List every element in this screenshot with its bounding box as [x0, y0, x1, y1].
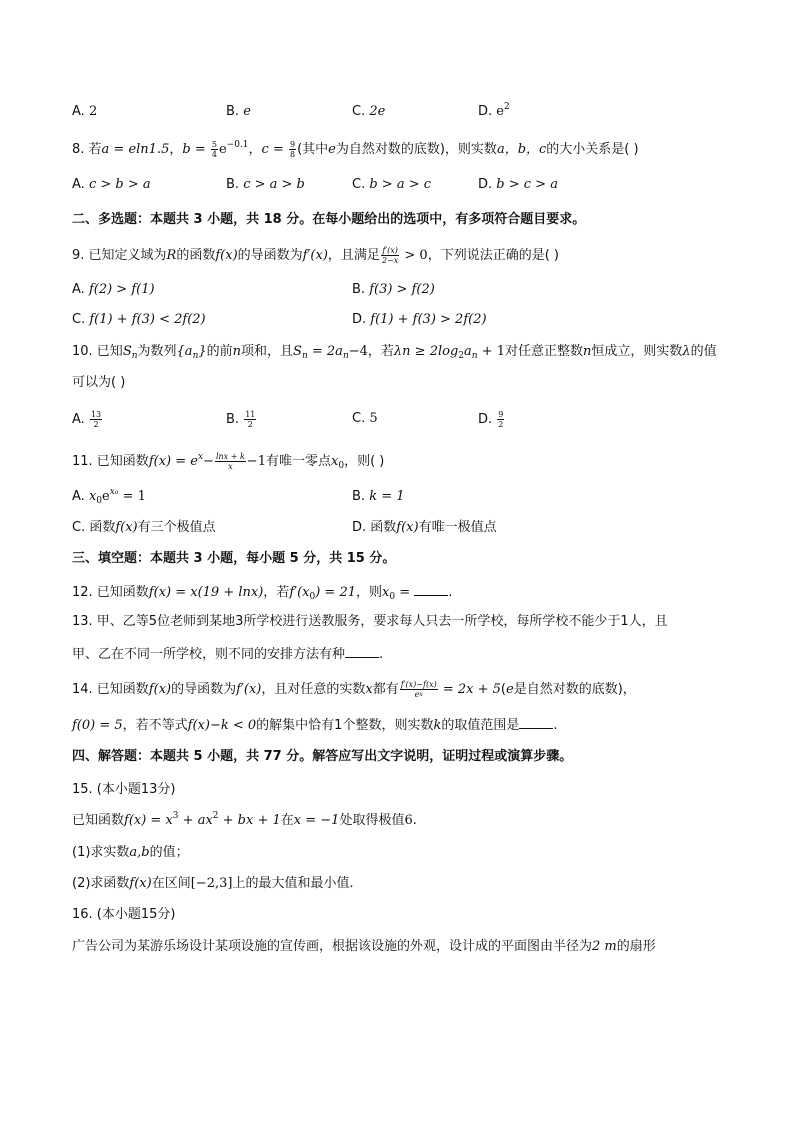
q11-option-a[interactable]: A. $x_0e^{x_0} = 1$ — [72, 487, 146, 506]
section-heading-multi-choice: 二、多选题：本题共 3 小题，共 18 分。在每小题给出的选项中，有多项符合题目要求。 — [72, 212, 586, 227]
q8-c-fraction: $\frac{9}{8}$ — [289, 140, 296, 159]
q8-option-a[interactable]: A. c > b > a — [72, 177, 151, 192]
q7-option-b[interactable]: B. e — [226, 104, 251, 119]
q15-part2: (2)求函数f(x)在区间[−2,3]上的最大值和最小值. — [72, 876, 354, 891]
q11-fraction: $\frac{\ln x + k}{x}$ — [215, 452, 245, 471]
section-heading-solutions: 四、解答题：本题共 5 小题，共 77 分。解答应写出文字说明，证明过程或演算步骤。 — [72, 749, 573, 764]
q9-stem: 9. 已知定义域为R的函数f(x)的导函数为f′(x)，且满足 $\frac{f'(x)}{2-x}$ > 0，下列说法正确的是( ) — [72, 246, 559, 265]
q7-option-c[interactable]: C. 2e — [352, 104, 386, 119]
q14-answer-blank[interactable] — [519, 716, 553, 729]
q13-stem-line2: 甲、乙在不同一所学校，则不同的安排方法有种 . — [72, 647, 384, 662]
q16-stem: 广告公司为某游乐场设计某项设施的宣传画，根据该设施的外观，设计成的平面图由半径为2 m的扇形 — [72, 939, 656, 954]
q15-part1: (1)求实数a,b的值； — [72, 845, 189, 860]
q8-b-fraction: $\frac{5}{4}$ — [211, 140, 217, 159]
q10-option-d[interactable]: D. $\frac{9}{2}$ — [478, 410, 504, 429]
q9-fraction: $\frac{f'(x)}{2-x}$ — [381, 246, 399, 265]
q14-fraction: $\frac{f'(x)-f(x)}{e^x}$ — [400, 680, 437, 699]
q15-header: 15. (本小题13分) — [72, 782, 176, 797]
q14-stem: 14. 已知函数f(x)的导函数为f′(x)，且对任意的实数x都有 $\frac{f'(x)-f(x)}{e^x}$ = 2x + 5(e是自然对数的底数)， — [72, 680, 636, 699]
q8-option-b[interactable]: B. c > a > b — [226, 177, 305, 192]
q16-header: 16. (本小题15分) — [72, 907, 176, 922]
q10-option-c[interactable]: C. 5 — [352, 411, 378, 426]
q13-answer-blank[interactable] — [345, 645, 379, 658]
q9-option-c[interactable]: C. f(1) + f(3) < 2f(2) — [72, 312, 206, 327]
q11-option-c[interactable]: C. 函数f(x)有三个极值点 — [72, 520, 216, 535]
q13-stem-line1: 13. 甲、乙等5位老师到某地3所学校进行送教服务，要求每人只去一所学校，每所学校不能少于1人，且 — [72, 614, 668, 629]
section-heading-fill-blank: 三、填空题：本题共 3 小题，每小题 5 分，共 15 分。 — [72, 551, 396, 566]
q8-option-c[interactable]: C. b > a > c — [352, 177, 432, 192]
q10-option-a[interactable]: A. $\frac{13}{2}$ — [72, 410, 102, 429]
q11-stem: 11. 已知函数$f(x) = e^x-$ $\frac{\ln x + k}{x}$ −1有唯一零点$x_0$，则( ) — [72, 452, 385, 471]
q9-option-d[interactable]: D. f(1) + f(3) > 2f(2) — [352, 312, 487, 327]
q12-answer-blank[interactable] — [414, 583, 448, 596]
q9-option-b[interactable]: B. f(3) > f(2) — [352, 282, 435, 297]
q10-stem-line2: 可以为( ) — [72, 375, 126, 390]
q7-option-a[interactable]: A. 2 — [72, 104, 98, 119]
q14-stem-line2: f(0) = 5，若不等式f(x)−k < 0的解集中恰有1个整数，则实数k的取值范围是 . — [72, 718, 558, 733]
q8-stem: 8. 若a = eln1.5，b = $\frac{5}{4}$ $e^{-0.1}$，c = $\frac{9}{8}$ (其中e为自然对数的底数)，则实数a，b，c的大小关系是( ) — [72, 140, 639, 159]
q12-stem: 12. 已知函数f(x) = x(19 + lnx)，若$f'(x_0) = 21$，则$x_0$ = . — [72, 585, 453, 602]
q11-option-b[interactable]: B. k = 1 — [352, 489, 405, 504]
q8-option-d[interactable]: D. b > c > a — [478, 177, 558, 192]
q11-option-d[interactable]: D. 函数f(x)有唯一极值点 — [352, 520, 497, 535]
q15-stem: 已知函数$f(x) = x^3 + ax^2$ + bx + 1在x = −1处取得极值6. — [72, 811, 417, 828]
q7-option-d[interactable]: D. $e^2$ — [478, 102, 510, 119]
q10-option-b[interactable]: B. $\frac{11}{2}$ — [226, 410, 256, 429]
q9-option-a[interactable]: A. f(2) > f(1) — [72, 282, 155, 297]
q10-stem: 10. 已知$S_n$为数列$\{a_n\}$的前n项和，且$S_n = 2a_n-4$，若$\lambda n \ge 2\log_2a_n + 1$对任意正整数n恒成立，则实数λ的值 — [72, 344, 717, 361]
